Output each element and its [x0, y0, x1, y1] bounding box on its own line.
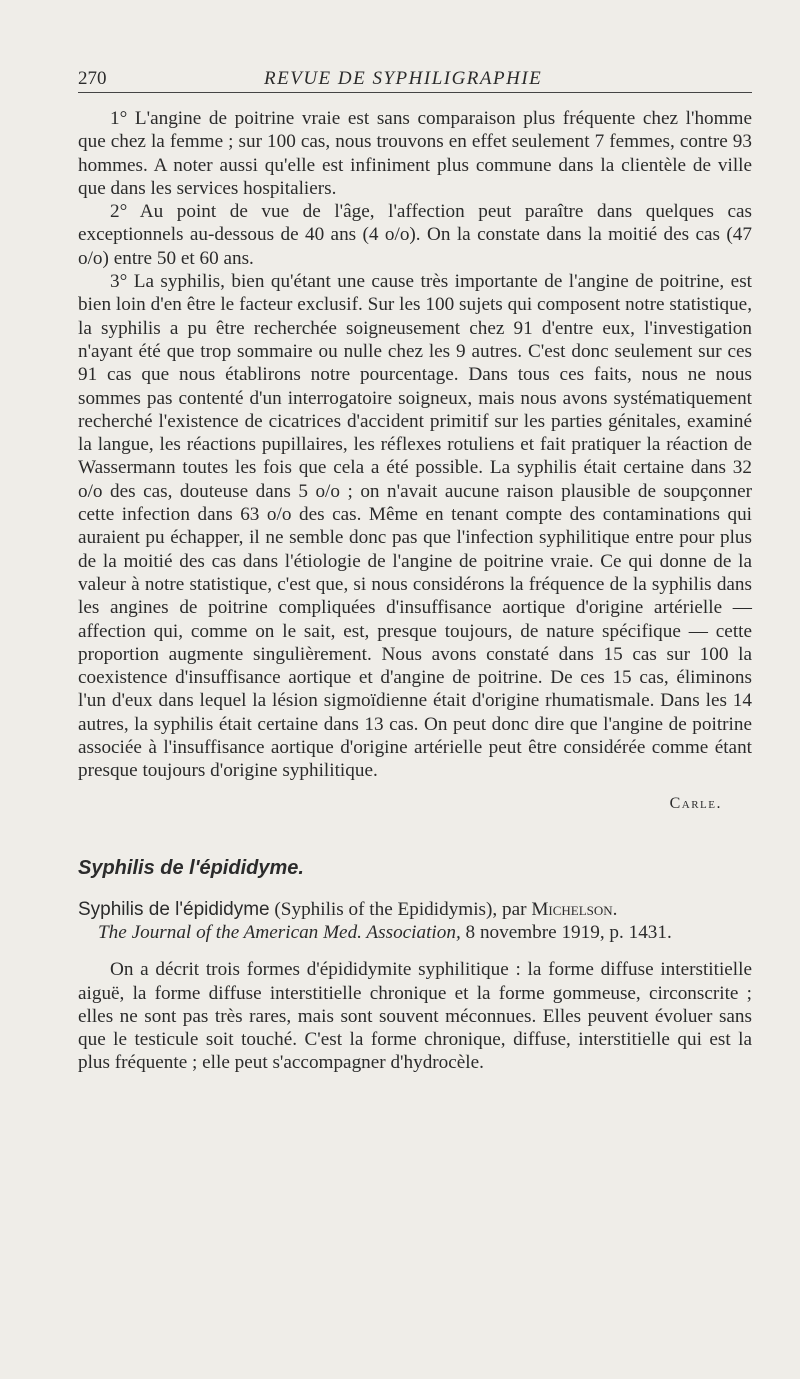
reference-journal: The Journal of the American Med. Association,: [98, 921, 461, 943]
reference-dot: .: [612, 898, 618, 920]
paragraph-2: 2° Au point de vue de l'âge, l'affection peut paraître dans quelques cas exceptionnels au-dessous de 40 ans (4 o/o). On la constate dans la moitié des cas (47 o/o) entre 50 et 60 ans.: [78, 201, 752, 269]
section-paragraph: On a décrit trois formes d'épididymite syphilitique : la forme diffuse interstitielle aiguë, la forme diffuse interstitielle chronique et la forme gommeuse, circonscrite ; elles ne sont pas très rares, mais sont souvent méconnues. Elles peuvent évoluer sans que le testicule soit touché. C'est la forme chronique, diffuse, interstitielle qui est la plus fréquente ; elle peut s'accompagner d'hydrocèle.: [78, 959, 752, 1074]
running-header: [78, 62, 752, 93]
section-heading: Syphilis de l'épididyme.: [78, 856, 304, 879]
reference-title: Syphilis de l'épididyme: [78, 898, 270, 920]
author-signature: Carle.: [669, 794, 722, 812]
reference-subtitle: (Syphilis of the Epididymis), par: [269, 898, 532, 920]
running-title: REVUE DE SYPHILIGRAPHIE: [264, 68, 543, 89]
bibliographic-reference: [78, 898, 752, 945]
page-number: 270: [78, 68, 107, 89]
paragraph-1: 1° L'angine de poitrine vraie est sans comparaison plus fréquente chez l'homme que chez la femme ; sur 100 cas, nous trouvons en effet seulement 7 femmes, contre 93 hommes. A noter aussi qu'elle est infiniment plus commune dans la clientèle de ville que dans les services hospitaliers.: [78, 108, 752, 199]
paragraph-3: 3° La syphilis, bien qu'étant une cause très importante de l'angine de poitrine, est bien loin d'en être le facteur exclusif. Sur les 100 sujets qui composent notre statistique, la syphilis a pu être recherchée soigneusement chez 91 d'entre eux, l'investigation n'ayant été que trop sommaire ou nulle chez les 9 autres. C'est donc seulement sur ces 91 cas que nous établirons notre pourcentage. Dans tous ces faits, nous ne nous sommes pas contenté d'un interrogatoire soigneux, mais nous avons systématiquement recherché l'existence de cicatrices d'accident primitif sur les parties génitales, examiné la langue, les réactions pupillaires, les réflexes rotuliens et fait pratiquer la réaction de Wassermann toutes les fois que cela a été possible. La syphilis était certaine dans 32 o/o des cas, douteuse dans 5 o/o ; on n'avait aucune raison plausible de soupçonner cette infection dans 63 o/o des cas. Même en tenant compte des contaminations qui auraient pu échapper, il ne semble donc pas que l'infection syphilitique entre pour plus de la moitié des cas dans l'étiologie de l'angine de poitrine vraie. Ce qui donne de la valeur à notre statistique, c'est que, si nous considérons la fréquence de la syphilis dans les angines de poitrine compliquées d'insuffisance aortique d'origine artérielle — affection qui, comme on le sait, est, presque toujours, de nature spécifique — cette proportion augmente singulièrement. Nous avons constaté dans 15 cas sur 100 la coexistence d'insuffisance aortique et d'angine de poitrine. De ces 15 cas, éliminons l'un d'eux dans lequel la lésion sigmoïdienne était d'origine rhumatismale. Dans les 14 autres, la syphilis était certaine dans 13 cas. On peut donc dire que l'angine de poitrine associée à l'insuffisance aortique d'origine artérielle peut être considérée comme étant presque toujours d'origine syphilitique.: [78, 271, 752, 782]
reference-author: Michelson: [531, 898, 613, 920]
article-body: [78, 107, 752, 783]
reference-details: 8 novembre 1919, p. 1431.: [460, 921, 672, 943]
